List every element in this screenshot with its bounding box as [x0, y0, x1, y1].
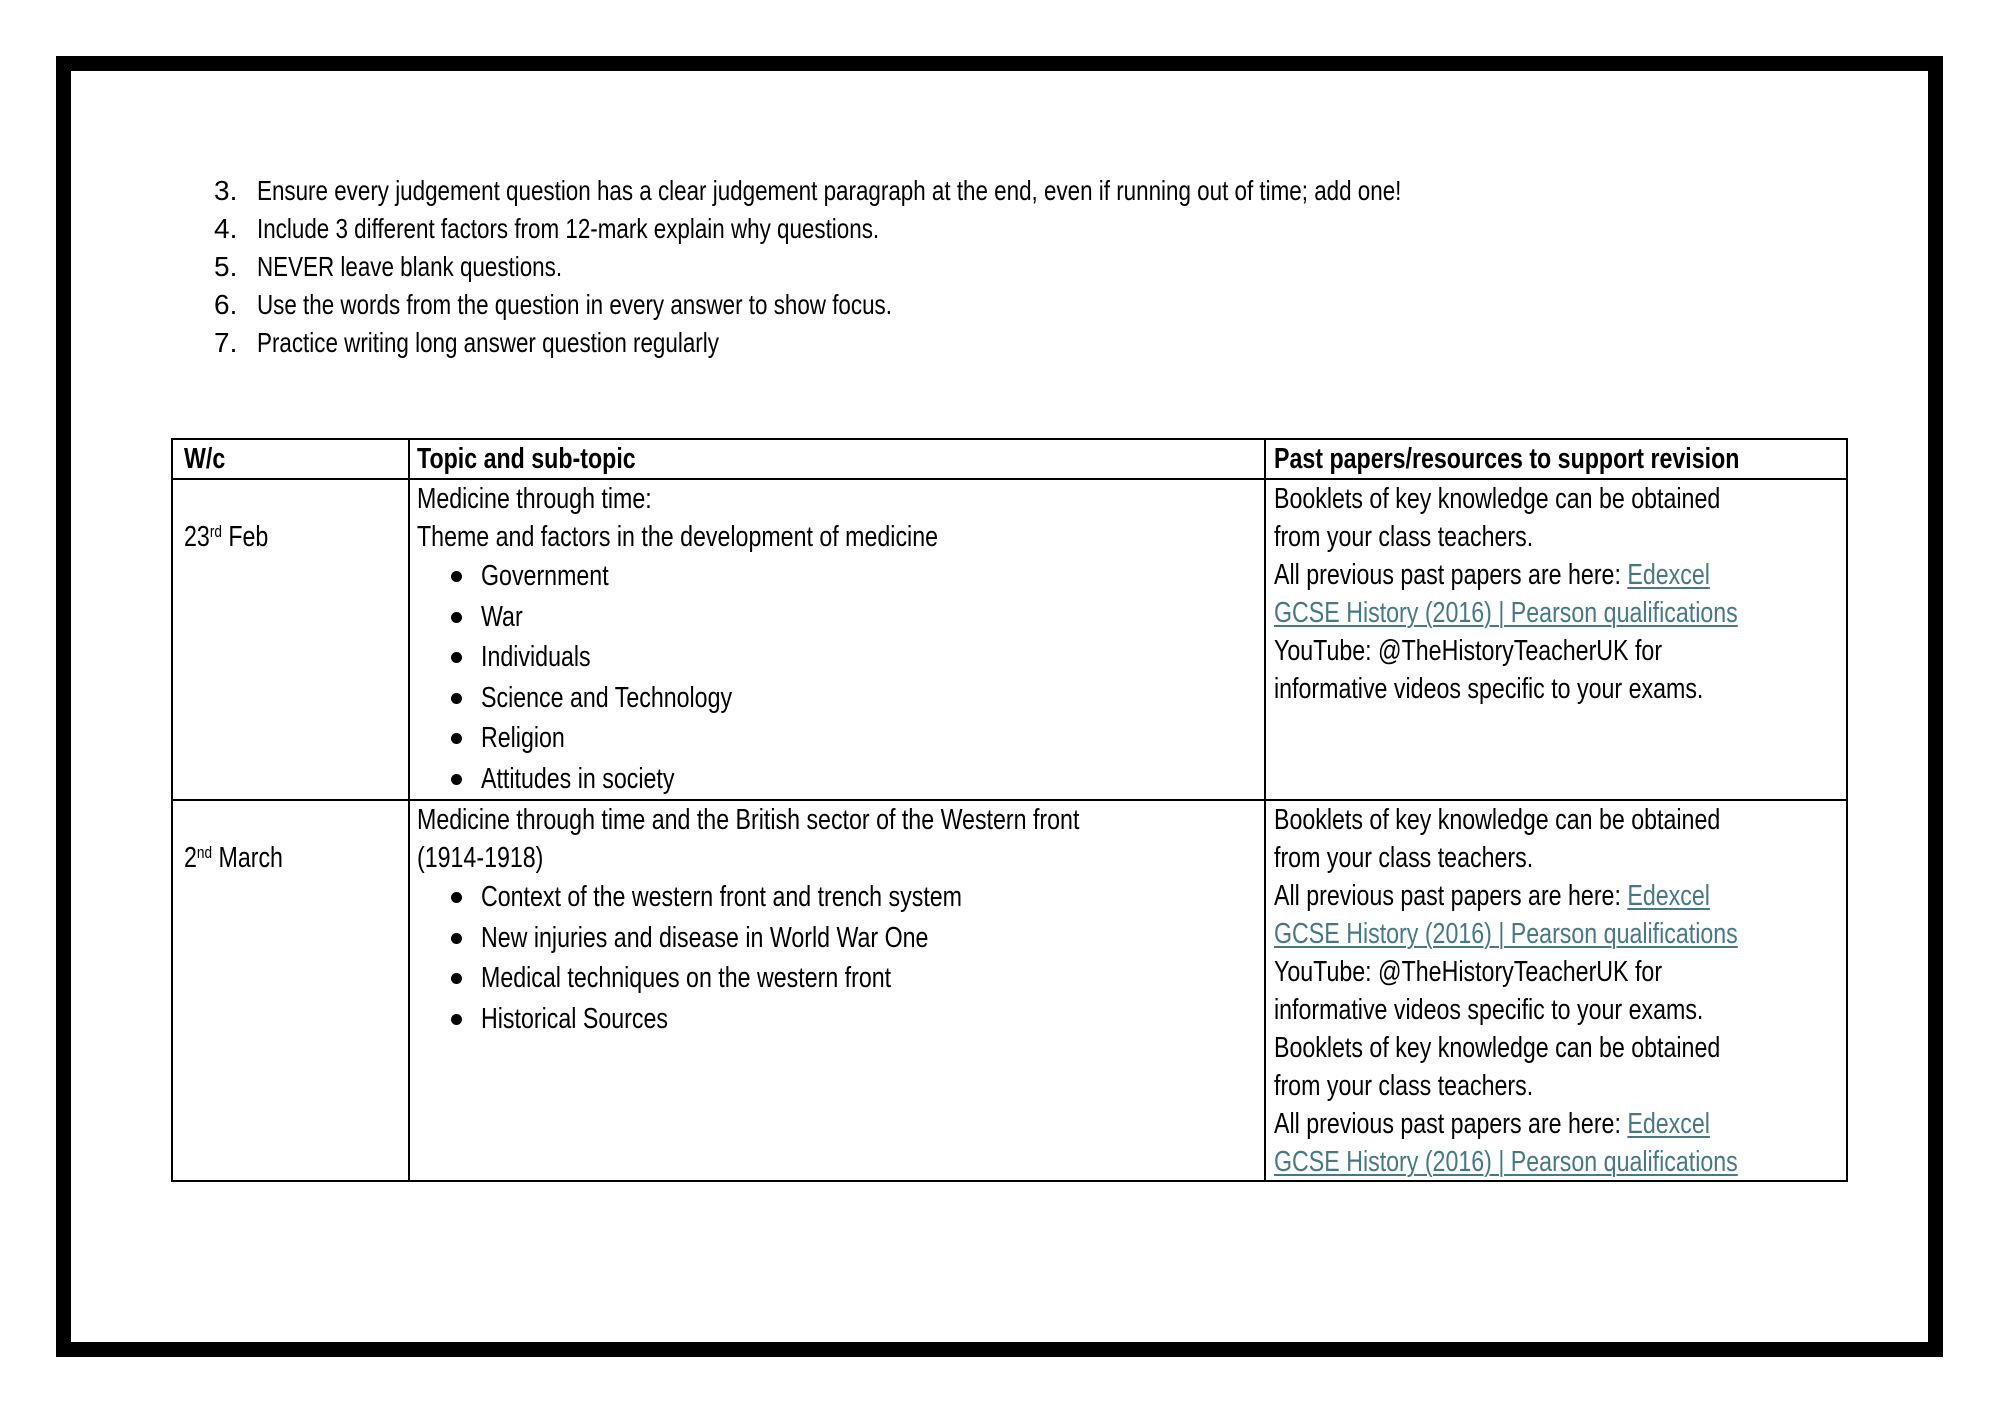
subtopic-item: Religion: [417, 718, 1257, 759]
column-divider: [408, 440, 410, 1180]
table-row-2-resources: [1274, 801, 1844, 1181]
bullet-icon: [451, 774, 462, 785]
subtopic-item: Individuals: [417, 637, 1257, 678]
resource-text: from your class teachers.: [1274, 842, 1534, 874]
table-row-1-wc: [184, 480, 404, 556]
revision-schedule-table: [171, 438, 1848, 1182]
subtopic-item: Government: [417, 556, 1257, 597]
resource-text: from your class teachers.: [1274, 1070, 1534, 1102]
edexcel-past-papers-link[interactable]: Edexcel: [1627, 1108, 1710, 1140]
header-resources: Past papers/resources to support revision: [1274, 443, 1740, 475]
table-row-2-wc: [184, 801, 404, 877]
week-commencing-date: 23rd Feb: [184, 521, 269, 553]
tip-number: 6.: [214, 289, 238, 320]
tip-text: Use the words from the question in every answer to show focus.: [257, 289, 892, 320]
resource-text: Booklets of key knowledge can be obtained: [1274, 483, 1721, 515]
edexcel-past-papers-link[interactable]: GCSE History (2016) | Pearson qualifications: [1274, 597, 1738, 629]
table-row-1-topic: [417, 480, 1257, 799]
resource-text: Booklets of key knowledge can be obtained: [1274, 804, 1721, 836]
subtopic-item: Historical Sources: [417, 999, 1257, 1040]
resource-text: from your class teachers.: [1274, 521, 1534, 553]
topic-title: Medicine through time and the British sector of the Western front: [417, 804, 1080, 836]
tip-number: 3.: [214, 175, 238, 206]
bullet-icon: [451, 892, 462, 903]
bullet-icon: [451, 652, 462, 663]
topic-subtitle: Theme and factors in the development of medicine: [417, 521, 939, 553]
resource-text: informative videos specific to your exams.: [1274, 994, 1704, 1026]
tip-text: Ensure every judgement question has a clear judgement paragraph at the end, even if running out of time; add one!: [257, 175, 1402, 206]
bullet-icon: [451, 933, 462, 944]
resource-text: YouTube: @TheHistoryTeacherUK for: [1274, 635, 1663, 667]
tip-number: 5.: [214, 251, 238, 282]
edexcel-past-papers-link[interactable]: Edexcel: [1627, 880, 1710, 912]
bullet-icon: [451, 612, 462, 623]
edexcel-past-papers-link[interactable]: GCSE History (2016) | Pearson qualifications: [1274, 918, 1738, 950]
subtopic-item: War: [417, 597, 1257, 638]
bullet-icon: [451, 733, 462, 744]
bullet-icon: [451, 571, 462, 582]
bullet-icon: [451, 693, 462, 704]
table-row-1-resources: [1274, 480, 1844, 708]
subtopic-item: Attitudes in society: [417, 759, 1257, 800]
resource-text: YouTube: @TheHistoryTeacherUK for: [1274, 956, 1663, 988]
subtopic-item: New injuries and disease in World War One: [417, 918, 1257, 959]
edexcel-past-papers-link[interactable]: GCSE History (2016) | Pearson qualifications: [1274, 1146, 1738, 1178]
header-wc: W/c: [184, 443, 226, 475]
resource-text: informative videos specific to your exams.: [1274, 673, 1704, 705]
subtopic-item: Context of the western front and trench system: [417, 877, 1257, 918]
bullet-icon: [451, 1014, 462, 1025]
tip-number: 4.: [214, 213, 238, 244]
tip-text: NEVER leave blank questions.: [257, 251, 563, 282]
column-divider: [1264, 440, 1266, 1180]
subtopic-item: Medical techniques on the western front: [417, 958, 1257, 999]
header-topic: Topic and sub-topic: [417, 443, 636, 475]
resource-text: Booklets of key knowledge can be obtained: [1274, 1032, 1721, 1064]
topic-title: Medicine through time:: [417, 483, 652, 515]
subtopic-item: Science and Technology: [417, 678, 1257, 719]
tip-text: Practice writing long answer question regularly: [257, 327, 719, 358]
table-row-2-topic: [417, 801, 1257, 1039]
resource-text: All previous past papers are here:: [1274, 559, 1628, 591]
resource-text: All previous past papers are here:: [1274, 880, 1628, 912]
edexcel-past-papers-link[interactable]: Edexcel: [1627, 559, 1710, 591]
bullet-icon: [451, 973, 462, 984]
topic-subtitle: (1914-1918): [417, 842, 544, 874]
tip-text: Include 3 different factors from 12-mark explain why questions.: [257, 213, 880, 244]
resource-text: All previous past papers are here:: [1274, 1108, 1628, 1140]
week-commencing-date: 2nd March: [184, 842, 283, 874]
tip-number: 7.: [214, 327, 238, 358]
